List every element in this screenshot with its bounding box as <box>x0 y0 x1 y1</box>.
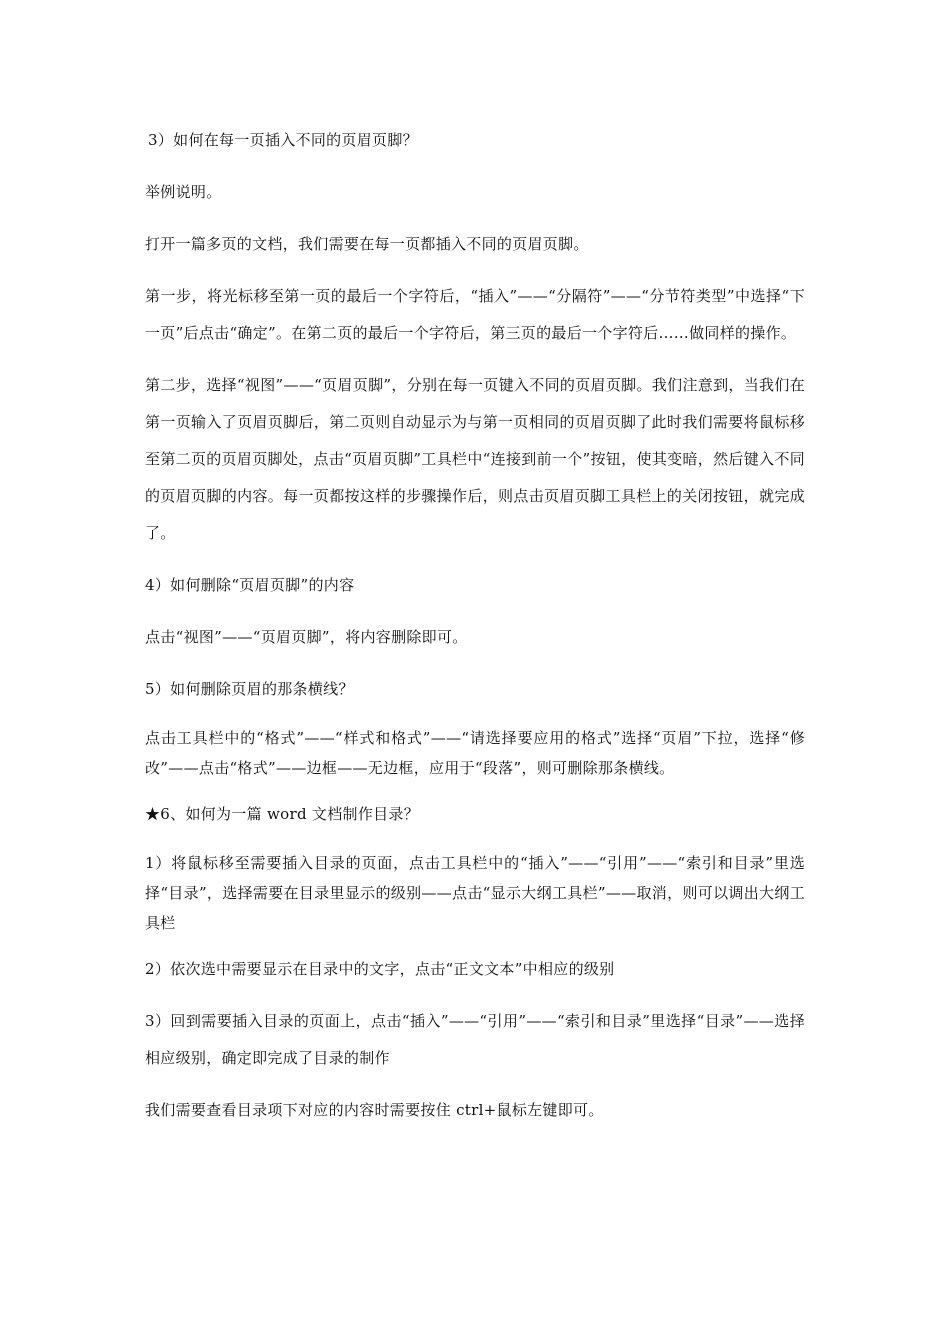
document-body <box>145 122 805 1144</box>
paragraph-step-one: 第一步，将光标移至第一页的最后一个字符后，“插入”——“分隔符”——“分节符类型”中选择“下一页”后点击“确定”。在第二页的最后一个字符后，第三页的最后一个字符后……做同样的操作。 <box>145 287 805 342</box>
paragraph-toc-step-1: 1）将鼠标移至需要插入目录的页面，点击工具栏中的“插入”——“引用”——“索引和目录”里选择“目录”，选择需要在目录里显示的级别——点击“显示大纲工具栏”——取消，则可以调出大纲工具栏 <box>145 854 805 932</box>
section-heading-5: 5）如何删除页眉的那条横线？ <box>145 680 354 698</box>
paragraph-delete-header-footer: 点击“视图”——“页眉页脚”，将内容删除即可。 <box>145 628 468 646</box>
paragraph-toc-step-2: 2）依次选中需要显示在目录中的文字，点击“正文文本”中相应的级别 <box>145 960 615 978</box>
paragraph-toc-step-3: 3）回到需要插入目录的页面上，点击“插入”——“引用”——“索引和目录”里选择“目录”——选择相应级别，确定即完成了目录的制作 <box>145 1012 805 1067</box>
paragraph-example-intro: 举例说明。 <box>145 183 222 201</box>
paragraph-toc-ctrl-click: 我们需要查看目录项下对应的内容时需要按住 ctrl+鼠标左键即可。 <box>145 1101 604 1119</box>
paragraph-step-two: 第二步，选择“视图”——“页眉页脚”，分别在每一页键入不同的页眉页脚。我们注意到，当我们在第一页输入了页眉页脚后，第二页则自动显示为与第一页相同的页眉页脚了此时我们需要将鼠标移至第二页的页眉页脚处，点击“页眉页脚”工具栏中“连接到前一个”按钮，使其变暗，然后键入不同的页眉页脚的内容。每一页都按这样的步骤操作后，则点击页眉页脚工具栏上的关闭按钮，就完成了。 <box>145 376 805 542</box>
section-heading-6: ★6、如何为一篇 word 文档制作目录？ <box>145 805 420 823</box>
paragraph-delete-header-line: 点击工具栏中的“格式”——“样式和格式”——“请选择要应用的格式”选择“页眉”下拉，选择“修改”——点击“格式”——边框——无边框，应用于“段落”，则可删除那条横线。 <box>145 729 805 777</box>
paragraph-open-document: 打开一篇多页的文档，我们需要在每一页都插入不同的页眉页脚。 <box>145 235 589 253</box>
section-heading-3: 3）如何在每一页插入不同的页眉页脚？ <box>148 131 418 149</box>
section-heading-4: 4）如何删除“页眉页脚”的内容 <box>145 576 355 594</box>
